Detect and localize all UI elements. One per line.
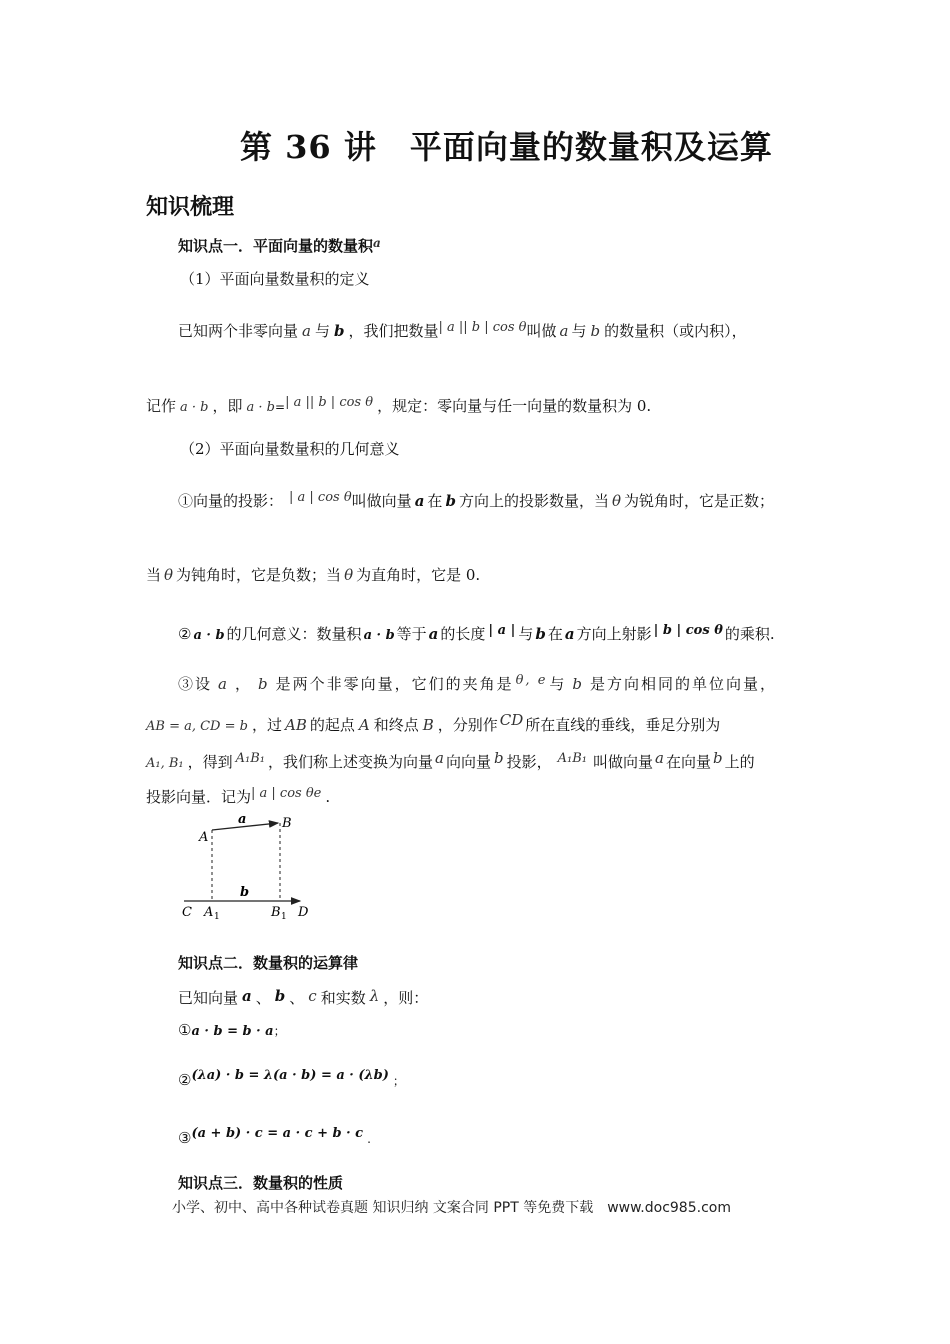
formula: (λa) · b = λ(a · b) = a · (λb) [191,1068,389,1083]
vector-b: b [445,492,456,510]
item3-line-3 [146,749,755,772]
text: ，我们称上述变换为向量 [268,753,434,771]
vector-a: a [302,322,311,340]
label-point-a1: A [204,905,214,920]
formula: a · b [180,400,209,415]
text: 在向量 [665,753,711,771]
label-a1-subscript: 1 [214,912,220,922]
text: ，我们把数量 [348,322,439,340]
kp1-heading-text: 知识点一．平面向量的数量积 [178,237,374,255]
law-number: ③ [178,1129,192,1147]
text: ，则： [383,989,429,1007]
text: ，分别作 [437,716,498,734]
separator: 、 [289,989,305,1007]
text: ，即 [212,397,243,415]
definition-line-2 [146,395,651,416]
text: 在 [547,625,563,643]
formula: A₁, B₁ [146,756,184,771]
vector-a: a [218,675,229,693]
text: 的几何意义：数量积 [226,625,362,643]
formula: | a | [488,623,516,638]
projection-figure [170,808,330,926]
vector-b: b [590,322,601,340]
vector-a: a [242,987,252,1005]
formula: | a | cos θ [289,490,352,505]
kp1-heading-symbol: a [373,236,381,250]
vector-a: a [435,749,444,767]
theta: θ [164,566,174,584]
text: 为钝角时，它是负数；当 [176,566,342,584]
projection-line-2 [146,564,480,585]
text: ③设 [178,675,213,693]
segment-cd: CD [499,711,524,729]
segment-a1b1: A₁B₁ [557,751,588,766]
label-point-b: B [282,816,292,831]
separator: 、 [255,989,271,1007]
page-footer: 小学、初中、高中各种试卷真题 知识归纳 文案合同 PPT 等免费下载 www.doc985.com [172,1200,731,1216]
formula: | a || b | cos θ [285,395,374,410]
text: 在 [427,492,443,510]
text: ，得到 [187,753,233,771]
kp1-subheading-geometry: （2）平面向量数量积的几何意义 [180,440,400,458]
kp2-intro [178,987,428,1008]
text: 方向上射影 [576,625,652,643]
label-b1-subscript: 1 [281,912,287,922]
text: 的起点 [309,716,355,734]
vector-b: b [274,987,286,1005]
formula: a · b [363,628,395,643]
punctuation: ； [392,1074,405,1088]
text: 的数量积（或内积）， [604,322,747,340]
kp1-heading [178,235,381,256]
vector-b: b [713,749,723,767]
law-number: ② [178,1071,192,1089]
formula: a · b = b · a [191,1024,274,1039]
formula: | b | cos θ [653,623,723,638]
vector-b: b [257,675,270,693]
text: 投影向量．记为 [146,788,252,806]
kp2-heading: 知识点二．数量积的运算律 [178,954,359,972]
text: 与 [571,322,587,340]
text: 和终点 [373,716,419,734]
law-number: ① [178,1021,192,1039]
text: 所在直线的垂线，垂足分别为 [525,716,721,734]
geometric-meaning-line [178,623,775,644]
law-commutative [178,1021,286,1039]
text: 叫做向量 [593,753,654,771]
text: 的乘积. [724,625,775,643]
definition-line-1 [178,320,747,341]
vector-b: b [494,749,504,767]
formula: a · b [193,628,225,643]
label-vector-b: b [240,885,250,900]
text: 为锐角时，它是正数； [623,492,774,510]
text: ①向量的投影： [178,492,284,510]
vector-b: b [535,625,546,643]
lambda: λ [369,987,380,1005]
law-scalar [178,1068,405,1089]
text: 记作 [146,397,177,415]
kp3-heading: 知识点三．数量积的性质 [178,1174,344,1192]
text: 上的 [724,753,755,771]
text: 叫做 [526,322,557,340]
vector-b: b [572,675,585,693]
point-a: A [358,716,370,734]
item3-line-1 [178,673,777,694]
vector-a: a [414,492,425,510]
point-b: B [422,716,434,734]
label-point-a: A [199,830,209,845]
label-point-d: D [298,905,309,920]
punctuation: ； [273,1024,286,1038]
section-heading: 知识梳理 [146,195,235,220]
equals: = [275,400,286,414]
formula: (a + b) · c = a · c + b · c [191,1126,364,1141]
text: 的长度 [440,625,486,643]
text: ， [234,675,252,693]
page-title: 第 36 讲 平面向量的数量积及运算 [240,128,773,166]
vector-a: a [564,625,575,643]
text: 方向上的投影数量，当 [458,492,609,510]
formula: | a || b | cos θ [438,320,527,335]
angle-theta-e: θ, e [515,673,548,688]
formula: | a | cos θe [251,786,322,801]
text: 投影， [506,753,552,771]
item3-line-4 [146,786,330,807]
text: 与 [518,625,534,643]
text: ，规定：零向量与任一向量的数量积为 0. [377,397,652,415]
kp1-subheading-definition: （1）平面向量数量积的定义 [180,270,370,288]
text: 叫做向量 [351,492,412,510]
formula: AB = a, CD = b [146,719,248,734]
theta: θ [611,492,621,510]
item3-line-2 [146,711,720,735]
text: 和实数 [320,989,366,1007]
theta: θ [344,566,354,584]
text: ② [178,625,192,643]
punctuation: . [367,1132,371,1146]
vector-a: a [428,625,439,643]
projection-line-1 [178,490,774,511]
label-vector-a: a [238,812,247,827]
text: 当 [146,566,162,584]
law-distributive [178,1126,371,1147]
vector-a: a [655,749,664,767]
vector-b: b [333,322,345,340]
label-point-c: C [182,905,192,920]
text: 是方向相同的单位向量， [590,675,778,693]
text: . [325,788,331,806]
text: 为直角时，它是 0. [356,566,481,584]
segment-ab: AB [284,716,307,734]
text: ，过 [251,716,282,734]
text: 与 [549,675,567,693]
text: 向向量 [446,753,492,771]
text: 已知两个非零向量 [178,322,299,340]
text: 已知向量 [178,989,239,1007]
label-point-b1: B [271,905,281,920]
segment-a1b1: A₁B₁ [235,751,266,766]
text: 与 [314,322,330,340]
vector-c: c [308,987,317,1005]
vector-a: a [559,322,569,340]
formula: a · b [246,400,275,415]
text: 等于 [396,625,427,643]
text: 是两个非零向量，它们的夹角是 [275,675,514,693]
